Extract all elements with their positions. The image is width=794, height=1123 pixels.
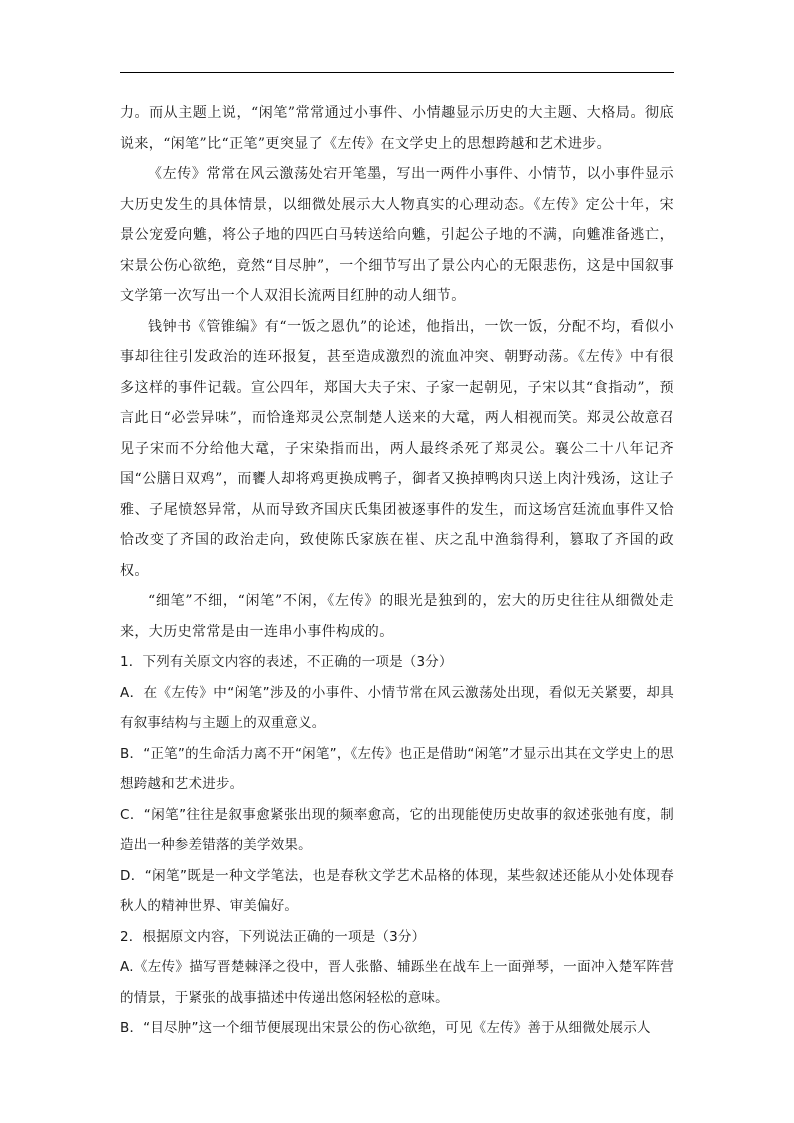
- option-b: B．“正笔”的生命活力离不开“闲笔”，《左传》也正是借助“闲笔”才显示出其在文学史上的思想跨越和艺术进步。: [120, 745, 674, 792]
- paragraph-continuation: 力。而从主题上说，“闲笔”常常通过小事件、小情趣显示历史的大主题、大格局。彻底说来，“闲笔”比“正笔”更突显了《左传》在文学史上的思想跨越和艺术进步。: [120, 105, 674, 152]
- option-a: A.《左传》描写晋楚棘泽之役中，晋人张骼、辅跞坐在战车上一面弹琴，一面冲入楚军阵营的情景，于紧张的战事描述中传递出悠闲轻松的意味。: [120, 959, 674, 1006]
- option-b: B．“目尽肿”这一个细节便展现出宋景公的伤心欲绝，可见《左传》善于从细微处展示人: [120, 1020, 651, 1036]
- question-stem: 1．下列有关原文内容的表述，不正确的一项是（3分）: [120, 654, 453, 670]
- paragraph-qian-zhongshu: 钱钟书《管锥编》有“一饭之恩仇”的论述，他指出，一饮一饭，分配不均，看似小事却往往引发政治的连环报复，甚至造成激烈的流血冲突、朝野动荡。《左传》中有很多这样的事件记载。宣公四年，郑国大夫子宋、子家一起朝见，子宋以其“食指动”，预言此日“必尝异味”，而恰逢郑灵公烹制楚人送来的大鼋，两人相视而笑。郑灵公故意召见子宋而不分给他大鼋，子宋染指而出，两人最终杀死了郑灵公。襄公二十八年记齐国“公膳日双鸡”，而饔人却将鸡更换成鸭子，御者又换掉鸭肉只送上肉汁残汤，这让子雅、子尾愤怒异常，从而导致齐国庆氏集团被逐事件的发生，而这场宫廷流血事件又恰恰改变了齐国的政治走向，致使陈氏家族在崔、庆之乱中渔翁得利，篡取了齐国的政权。: [120, 318, 674, 579]
- option-d: D．“闲笔”既是一种文学笔法，也是春秋文学艺术品格的体现，某些叙述还能从小处体现春秋人的精神世界、审美偏好。: [120, 867, 674, 914]
- paragraph-conclusion: “细笔”不细，“闲笔”不闲，《左传》的眼光是独到的，宏大的历史往往从细微处走来，大历史常常是由一连串小事件构成的。: [120, 593, 674, 640]
- paragraph-zuozhuan-details: 《左传》常常在风云激荡处宕开笔墨，写出一两件小事件、小情节，以小事件显示大历史发生的具体情景，以细微处展示大人物真实的心理动态。《左传》定公十年，宋景公宠爱向魋，将公子地的四匹白马转送给向魋，引起公子地的不满，向魋准备逃亡，宋景公伤心欲绝，竟然“目尽肿”，一个细节写出了景公内心的无限悲伤，这是中国叙事文学第一次写出一个人双泪长流两目红肿的动人细节。: [120, 166, 674, 304]
- question-stem: 2．根据原文内容，下列说法正确的一项是（3分）: [120, 928, 426, 945]
- option-c: C．“闲笔”往往是叙事愈紧张出现的频率愈高，它的出现能使历史故事的叙述张弛有度，制造出一种参差错落的美学效果。: [120, 806, 674, 853]
- question-2: [120, 922, 674, 1044]
- question-1: [120, 647, 674, 922]
- option-a: A．在《左传》中“闲笔”涉及的小事件、小情节常在风云激荡处出现，看似无关紧要，却具有叙事结构与主题上的双重意义。: [120, 684, 674, 731]
- document-body: [120, 98, 674, 1044]
- header-rule: [120, 72, 674, 73]
